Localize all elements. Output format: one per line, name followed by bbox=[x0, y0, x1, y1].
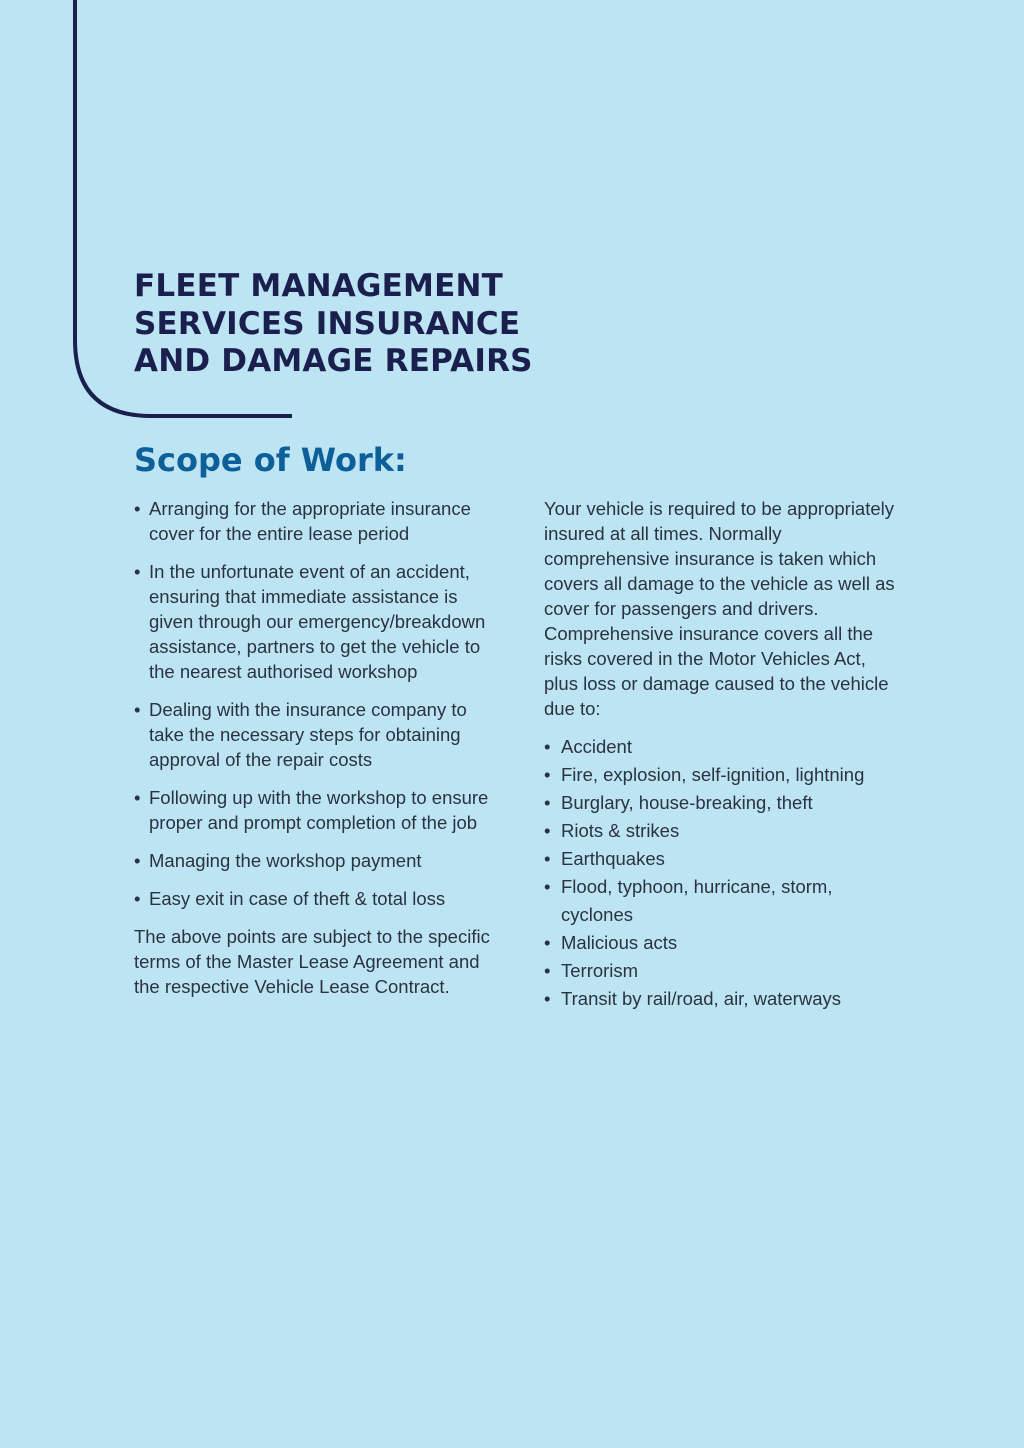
list-item: • Managing the workshop payment bbox=[134, 848, 494, 873]
list-item: • In the unfortunate event of an accident, ensuring that immediate assistance is given through our emergency/breakdown assistance, partners to get the vehicle to the nearest authorised workshop bbox=[134, 559, 494, 684]
list-item: • Terrorism bbox=[544, 957, 904, 985]
list-item: • Earthquakes bbox=[544, 845, 904, 873]
terms-note: The above points are subject to the specific terms of the Master Lease Agreement and the respective Vehicle Lease Contract. bbox=[134, 926, 490, 997]
insurance-intro: Your vehicle is required to be appropriately insured at all times. Normally comprehensive insurance is taken which covers all damage to the vehicle as well as cover for passengers and drivers. Comprehensive insurance covers all the risks covered in the Motor Vehicles Act, plus loss or damage caused to the vehicle due to: bbox=[544, 498, 895, 719]
left-column bbox=[134, 496, 494, 999]
list-item: • Flood, typhoon, hurricane, storm, cyclones bbox=[544, 873, 904, 929]
list-item: • Arranging for the appropriate insurance cover for the entire lease period bbox=[134, 496, 494, 546]
list-item: • Following up with the workshop to ensure proper and prompt completion of the job bbox=[134, 785, 494, 835]
title-line: SERVICES INSURANCE bbox=[134, 305, 521, 342]
list-item: • Transit by rail/road, air, waterways bbox=[544, 985, 904, 1013]
list-item: • Riots & strikes bbox=[544, 817, 904, 845]
list-item: • Malicious acts bbox=[544, 929, 904, 957]
page-title bbox=[134, 268, 533, 381]
list-item: • Fire, explosion, self-ignition, lightning bbox=[544, 761, 904, 789]
list-item: • Easy exit in case of theft & total loss bbox=[134, 886, 494, 911]
risk-list bbox=[544, 733, 904, 1013]
list-item: • Burglary, house-breaking, theft bbox=[544, 789, 904, 817]
list-item: • Accident bbox=[544, 733, 904, 761]
section-heading: Scope of Work: bbox=[134, 441, 407, 479]
title-line: FLEET MANAGEMENT bbox=[134, 268, 503, 304]
list-item: • Dealing with the insurance company to take the necessary steps for obtaining approval of the repair costs bbox=[134, 697, 494, 772]
title-line: AND DAMAGE REPAIRS bbox=[134, 343, 533, 379]
right-column bbox=[544, 496, 904, 1013]
scope-list bbox=[134, 496, 494, 911]
